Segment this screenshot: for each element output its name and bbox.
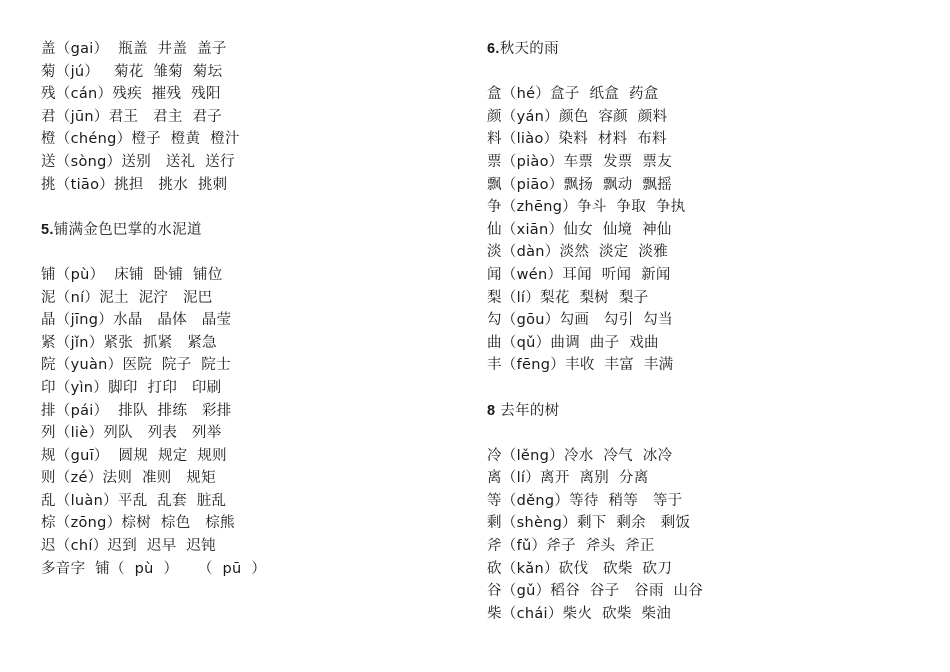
blank-line <box>487 422 907 445</box>
blank-line <box>487 377 907 400</box>
vocab-entry: 砍（kǎn）砍伐 砍柴 砍刀 <box>487 560 673 577</box>
vocab-entry: 君（jūn）君王 君主 君子 <box>41 108 223 125</box>
vocab-entry: 橙（chéng）橙子 橙黄 橙汁 <box>41 131 240 148</box>
lesson-number: 5. <box>41 221 54 238</box>
vocab-entry: 多音字 铺（ pù ） （ pū ） <box>41 560 267 577</box>
vocab-entry: 飘（piāo）飘扬 飘动 飘摇 <box>487 176 673 193</box>
vocab-entry: 规（guī） 圆规 规定 规则 <box>41 447 227 464</box>
vocab-entry: 院（yuàn）医院 院子 院士 <box>41 357 231 374</box>
lesson-title: 铺满金色巴掌的水泥道 <box>53 221 202 238</box>
vocab-entry: 剩（shèng）剩下 剩余 剩饭 <box>487 515 691 532</box>
vocab-entry: 谷（gǔ）稻谷 谷子 谷雨 山谷 <box>487 583 704 600</box>
blank-line <box>41 196 461 219</box>
left-column <box>41 38 461 580</box>
vocab-entry: 仙（xiān）仙女 仙境 神仙 <box>487 221 672 238</box>
vocab-entry: 残（cán）残疾 摧残 残阳 <box>41 86 221 103</box>
vocab-entry: 斧（fǔ）斧子 斧头 斧正 <box>487 538 655 555</box>
vocab-entry: 勾（gōu）勾画 勾引 勾当 <box>487 312 673 329</box>
vocab-entry: 列（liè）列队 列表 列举 <box>41 425 222 442</box>
vocab-entry: 迟（chí）迟到 迟早 迟钝 <box>41 538 216 555</box>
vocab-entry: 曲（qǔ）曲调 曲子 戏曲 <box>487 334 659 351</box>
vocab-entry: 紧（jǐn）紧张 抓紧 紧急 <box>41 334 217 351</box>
lesson-heading <box>487 38 907 61</box>
blank-line <box>41 241 461 264</box>
vocab-entry: 乱（luàn）平乱 乱套 脏乱 <box>41 492 227 509</box>
vocab-entry: 铺（pù） 床铺 卧铺 铺位 <box>41 266 223 283</box>
vocab-entry: 离（lí）离开 离别 分离 <box>487 470 649 487</box>
vocab-entry: 票（piào）车票 发票 票友 <box>487 153 673 170</box>
lesson-heading <box>487 400 907 423</box>
lesson-number: 6. <box>487 41 500 57</box>
vocab-entry: 排（pái） 排队 排练 彩排 <box>41 402 232 419</box>
vocab-entry: 送（sòng）送别 送礼 送行 <box>41 153 235 170</box>
vocab-entry: 柴（chái）柴火 砍柴 柴油 <box>487 605 672 622</box>
vocab-entry: 颜（yán）颜色 容颜 颜料 <box>487 108 668 125</box>
vocab-entry: 盒（hé）盒子 纸盒 药盒 <box>487 86 659 103</box>
vocab-entry: 印（yìn）脚印 打印 印刷 <box>41 379 222 396</box>
vocab-entry: 等（děng）等待 稍等 等于 <box>487 492 683 509</box>
lesson-title: 秋天的雨 <box>499 41 559 57</box>
vocab-entry: 晶（jīng）水晶 晶体 晶莹 <box>41 312 232 329</box>
vocab-entry: 盖（gai） 瓶盖 井盖 盖子 <box>41 41 227 57</box>
vocab-entry: 料（liào）染料 材料 布料 <box>487 131 667 148</box>
vocab-entry: 菊（jú） 菊花 雏菊 菊坛 <box>41 63 223 80</box>
vocab-entry: 淡（dàn）淡然 淡定 淡雅 <box>487 244 669 261</box>
vocab-entry: 梨（lí）梨花 梨树 梨子 <box>487 289 649 306</box>
lesson-number: 8 <box>487 402 496 419</box>
vocab-entry: 挑（tiāo）挑担 挑水 挑刺 <box>41 176 228 193</box>
blank-line <box>487 61 907 84</box>
vocab-entry: 争（zhēng）争斗 争取 争执 <box>487 199 686 216</box>
vocab-entry: 冷（lěng）冷水 冷气 冰冷 <box>487 447 673 464</box>
vocab-entry: 则（zé）法则 准则 规矩 <box>41 470 216 487</box>
lesson-title: 去年的树 <box>495 402 560 419</box>
vocab-entry: 棕（zōng）棕树 棕色 棕熊 <box>41 515 235 532</box>
vocab-entry: 泥（ní）泥土 泥泞 泥巴 <box>41 289 213 306</box>
lesson-heading <box>41 219 461 242</box>
vocab-entry: 闻（wén）耳闻 听闻 新闻 <box>487 266 671 283</box>
vocab-entry: 丰（fēng）丰收 丰富 丰满 <box>487 357 674 374</box>
right-column <box>487 38 907 625</box>
